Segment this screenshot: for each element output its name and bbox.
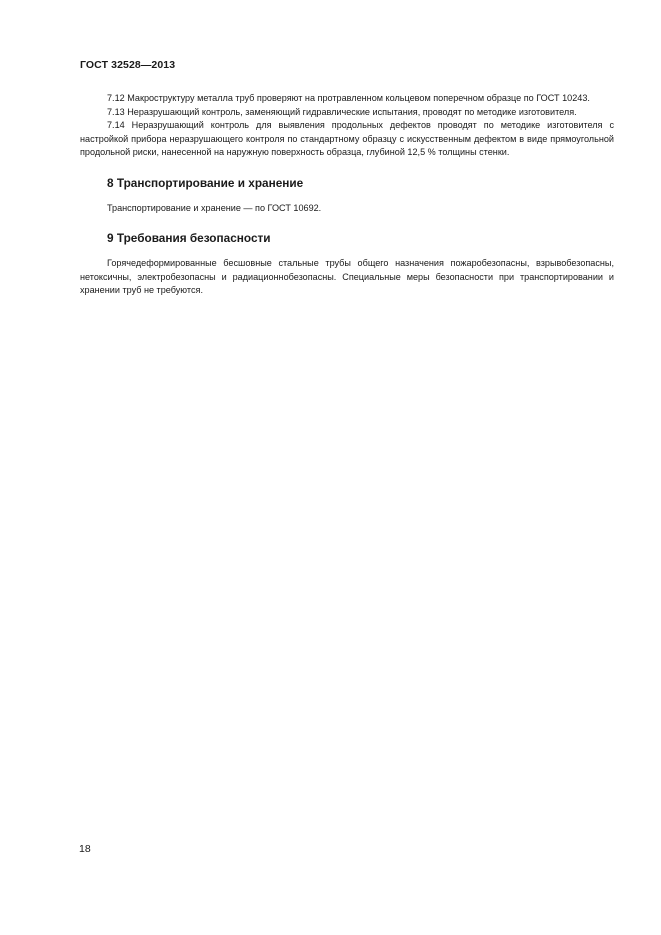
page-number: 18	[79, 843, 91, 855]
paragraph-7-12: 7.12 Макроструктуру металла труб проверяют на протравленном кольцевом поперечном образце по ГОСТ 10243.	[107, 93, 590, 103]
page-header-standard: ГОСТ 32528—2013	[80, 59, 176, 71]
section-8-title: 8 Транспортирование и хранение	[107, 175, 304, 190]
section-8-text: Транспортирование и хранение — по ГОСТ 10692.	[107, 202, 322, 213]
section-9-title: 9 Требования безопасности	[107, 231, 271, 245]
section-9-text: Горячедеформированные бесшовные стальные трубы общего назначения пожаробезопасны, взрывобезопасны, нетоксичны, электробезопасны и радиационнобезопасны. Специальные меры безопасности при транспортировании и хранении труб не требуются.	[80, 258, 614, 295]
paragraph-7-14: 7.14 Неразрушающий контроль для выявления продольных дефектов проводят по методике изготовителя с настройкой прибора неразрушающего контроля по стандартному образцу с искусственным дефектом в виде прямоугольной продольной риски, нанесенной на наружную поверхность образца, глубиной 12,5 % толщины стенки.	[80, 120, 614, 157]
page-content	[80, 92, 614, 298]
paragraph-7-13: 7.13 Неразрушающий контроль, заменяющий гидравлические испытания, проводят по методике изготовителя.	[107, 106, 577, 117]
